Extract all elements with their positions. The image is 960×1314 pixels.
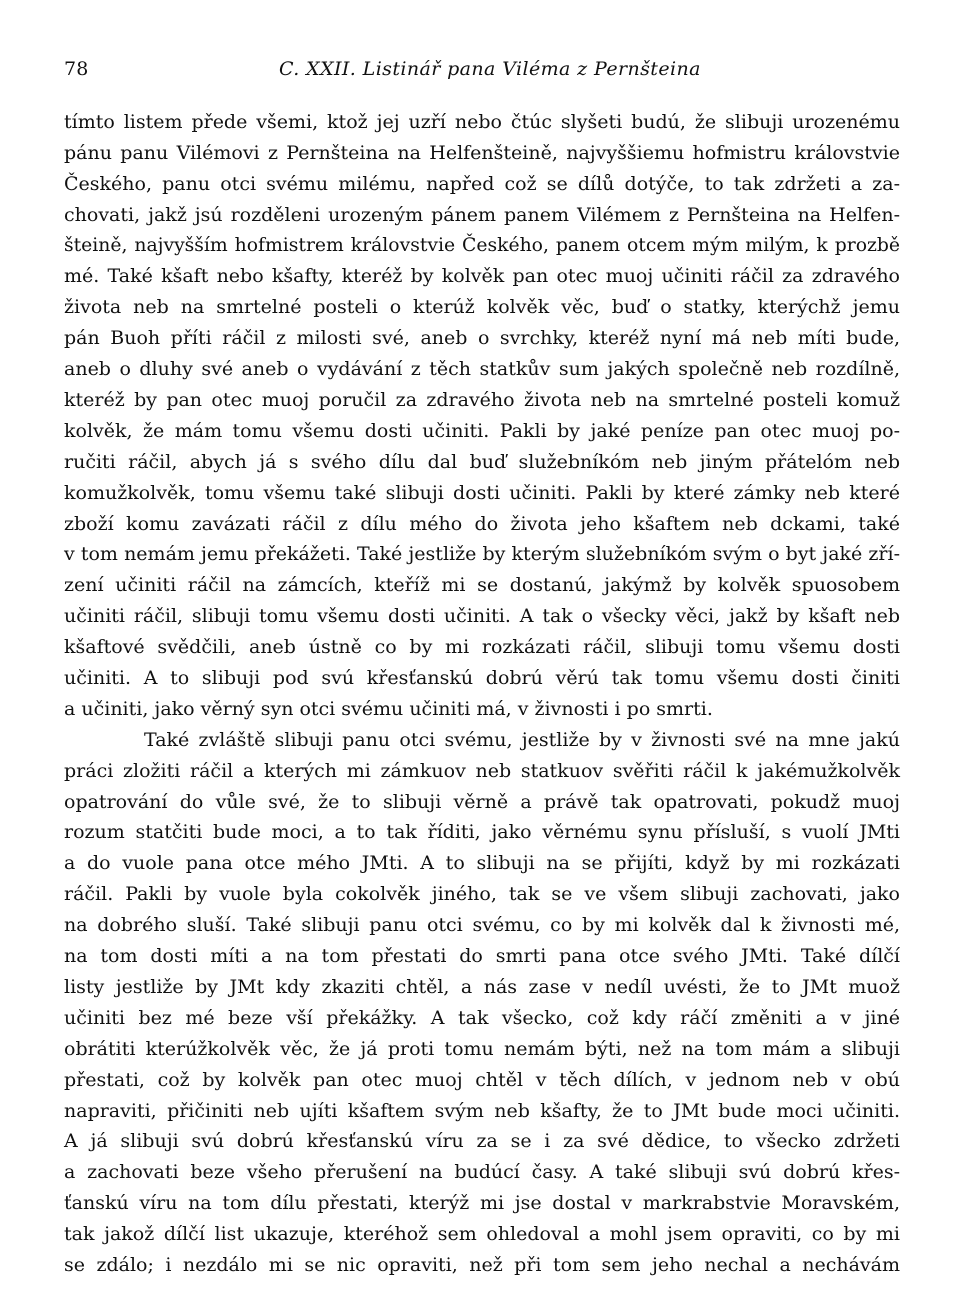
text-line: zení učiniti ráčil na zámcích, kteříž mi se dostanú, jakýmž by kolvěk spuosobem bbox=[64, 574, 900, 597]
text-line: šteině, najvyšším hofmistrem královstvie Českého, panem otcem mým milým, k prozbě bbox=[64, 234, 900, 256]
text-line: komužkolvěk, tomu všemu také slibuji dosti učiniti. Pakli by které zámky neb které bbox=[64, 481, 900, 504]
text-line: chovati, jakž jsú rozděleni urozeným pánem panem Vilémem z Pernšteina na Helfen- bbox=[64, 203, 900, 226]
text-line: napraviti, přičiniti neb ujíti kšaftem svým neb kšafty, že to JMt bude moci učiniti. bbox=[64, 1099, 900, 1122]
text-line: aneb o dluhy své aneb o vydávání z těch statkův sum jakých společně neb rozdílně, bbox=[64, 358, 900, 381]
text-line: opatrování do vůle své, že to slibuji věrně a právě tak opatrovati, pokudž muoj bbox=[64, 790, 900, 813]
text-line: práci zložiti ráčil a kterých mi zámkuov neb statkuov svěřiti ráčil k jakémužkolvěk bbox=[64, 759, 900, 782]
text-line: a zachovati beze všeho přerušení na budúcí časy. A také slibuji svú dobrú křes- bbox=[64, 1161, 900, 1184]
text-line: kteréž by pan otec muoj poručil za zdravého života neb na smrtelné posteli komuž bbox=[64, 389, 900, 412]
text-line: učiniti ráčil, slibuji tomu všemu dosti učiniti. A tak o všecky věci, jakž by kšaft neb bbox=[64, 605, 900, 628]
text-line: života neb na smrtelné posteli o kterúž kolvěk věc, buď o statky, kterýchž jemu bbox=[64, 296, 900, 319]
body-text bbox=[64, 107, 900, 1281]
text-line: zboží komu zavázati ráčil z dílu mého do života jeho kšaftem neb dckami, také bbox=[64, 512, 900, 535]
text-line: ručiti ráčil, abych já s svého dílu dal buď služebníkóm neb jiným přátelóm neb bbox=[64, 450, 900, 473]
text-line: ťanskú víru na tom dílu přestati, kterýž mi jse dostal v markrabstvie Moravském, bbox=[64, 1192, 900, 1215]
text-line: pán Buoh příti ráčil z milosti své, aneb o svrchky, kteréž nyní má neb míti bude, bbox=[64, 327, 900, 350]
text-line: tímto listem přede všemi, ktož jej uzří nebo čtúc slyšeti budú, že slibuji urozenému bbox=[64, 111, 900, 133]
text-line: v tom nemám jemu překážeti. Také jestliže by kterým služebníkóm svým o byt jaké zří- bbox=[64, 543, 900, 566]
text-line: tak jakož dílčí list ukazuje, kteréhož sem ohledoval a mohl jsem opraviti, co by mi bbox=[64, 1223, 900, 1246]
text-line: ráčil. Pakli by vuole byla cokolvěk jiného, tak se ve všem slibuji zachovati, jako bbox=[64, 883, 900, 906]
text-line: listy jestliže by JMt kdy zkaziti chtěl, a nás zase v nedíl uvésti, že to JMt muož bbox=[64, 975, 900, 998]
text-line: Českého, panu otci svému milému, napřed což se dílů dotýče, to tak zdržeti a za- bbox=[64, 172, 900, 195]
page-header bbox=[64, 58, 898, 86]
text-line: pánu panu Vilémovi z Pernšteina na Helfenšteině, najvyššiemu hofmistru královstvie bbox=[64, 141, 900, 164]
running-head: C. XXII. Listinář pana Viléma z Pernšteina bbox=[279, 58, 701, 80]
text-line: rozum statčiti bude moci, a to tak říditi, jako věrnému synu přísluší, s vuolí JMti bbox=[64, 821, 900, 844]
text-line: učiniti bez mé beze vší překážky. A tak všecko, což kdy ráčí změniti a v jiné bbox=[64, 1006, 900, 1029]
text-line: kšaftové svědčili, aneb ústně co by mi rozkázati ráčil, slibuji tomu všemu dosti bbox=[64, 636, 900, 659]
page-number: 78 bbox=[64, 58, 89, 80]
text-line: se zdálo; i nezdálo mi se nic opraviti, než při tom sem jeho nechal a nechávám bbox=[64, 1253, 900, 1276]
text-line: kolvěk, že mám tomu všemu dosti učiniti. Pakli by jaké peníze pan otec muoj po- bbox=[64, 419, 900, 442]
text-line: Také zvláště slibuji panu otci svému, jestliže by v živnosti své na mne jakú bbox=[144, 728, 900, 751]
text-line: A já slibuji svú dobrú křesťanskú víru za se i za své dědice, to všecko zdržeti bbox=[64, 1130, 900, 1153]
text-line: a do vuole pana otce mého JMti. A to slibuji na se přijíti, když by mi rozkázati bbox=[64, 852, 900, 875]
text-line: a učiniti, jako věrný syn otci svému učiniti má, v živnosti i po smrti. bbox=[64, 697, 713, 720]
text-line: učiniti. A to slibuji pod svú křesťanskú dobrú věrú tak tomu všemu dosti činiti bbox=[64, 667, 900, 690]
text-line: přestati, což by kolvěk pan otec muoj chtěl v těch dílích, v jednom neb v obú bbox=[64, 1068, 900, 1091]
text-line: na tom dosti míti a na tom přestati do smrti pana otce svého JMti. Také dílčí bbox=[64, 945, 900, 968]
text-line: na dobrého sluší. Také slibuji panu otci svému, co by mi kolvěk dal k živnosti mé, bbox=[64, 914, 900, 937]
text-line: obrátiti kterúžkolvěk věc, že já proti tomu nemám býti, než na tom mám a slibuji bbox=[64, 1037, 900, 1060]
text-line: mé. Také kšaft nebo kšafty, kteréž by kolvěk pan otec muoj učiniti ráčil za zdravého bbox=[64, 265, 900, 288]
